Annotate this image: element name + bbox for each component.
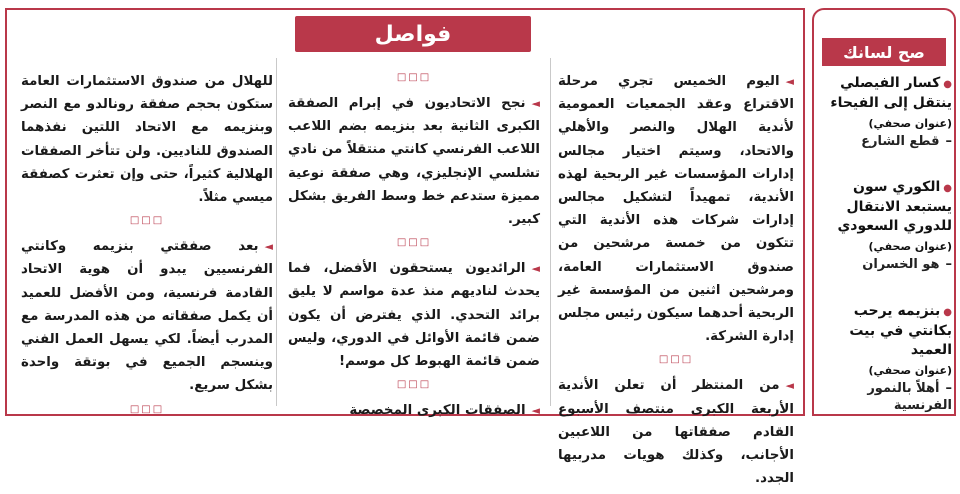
sidebar-item — [820, 302, 952, 414]
sidebar-frame — [812, 8, 956, 416]
triangle-bullet-icon: ◄ — [785, 75, 794, 88]
article-column-left — [21, 70, 273, 424]
triangle-bullet-icon: ◄ — [785, 379, 794, 393]
article-column-right — [558, 70, 794, 494]
sidebar-tag: (عنوان صحفي) — [868, 240, 952, 253]
sidebar-item — [820, 178, 952, 273]
paragraph: ◄الرائديون يستحقون الأفضل، فما يحدث لناديهم منذ عدة مواسم لا يليق برائد التحدي. الذي يفترض أن يكون ضمن قائمة الأوائل في الدوري، وليس ضمن قائمة الهبوط كل موسم! — [288, 261, 540, 370]
paragraph: ◄من المنتظر أن تعلن الأندية الأربعة الكبرى منتصف الأسبوع القادم صفقاتها من اللاعبين الأجانب، وكذلك هويات مدربيها الجدد. — [558, 378, 794, 487]
main-title-banner — [295, 16, 531, 52]
main-article-frame — [5, 8, 805, 487]
sidebar-reply: –أهلاً بالنمور الفرنسية — [867, 381, 952, 413]
separator: □□□ — [396, 72, 432, 83]
paragraph: للهلال من صندوق الاستثمارات العامة ستكون بحجم صفقة رونالدو مع النصر وبنزيمه مع الاتحاد اللتين نفذهما الصندوق للناديين. ولن تتأخر الصفقات الهلالية كثيراً، حتى وإن تعثرت كصفقة ميسي مثلاً. — [21, 74, 273, 206]
sidebar-reply: –هو الخسران — [862, 257, 952, 272]
triangle-bullet-icon: ◄ — [531, 97, 540, 110]
paragraph: ◄نجح الاتحاديون في إبرام الصفقة الكبرى الثانية بعد بنزيمه بضم اللاعب اللاعب الفرنسي كانتي منتقلاً من نادي تشلسي الإنجليزي، وهي صفقة نوعية مميزة ستدعم خط وسط الفريق بشكل كبير. — [288, 96, 540, 228]
triangle-bullet-icon: ◄ — [531, 262, 540, 276]
sidebar-headline: ●الكوري سون يستبعد الانتقال للدوري السعودي — [837, 179, 952, 234]
sidebar-headline: ●كسار الفيصلي ينتقل إلى الفيحاء — [830, 75, 952, 111]
sidebar-tag: (عنوان صحفي) — [868, 117, 952, 130]
dot-bullet-icon: ● — [943, 79, 952, 90]
triangle-bullet-icon: ◄ — [264, 240, 273, 254]
main-title: فواصل — [374, 21, 452, 47]
sidebar-headline: ●بنزيمه يرحب بكانتي في بيت العميد — [849, 303, 952, 358]
sidebar-tag: (عنوان صحفي) — [868, 364, 952, 377]
paragraph: ◄اليوم الخميس تجري مرحلة الاقتراع وعقد الجمعيات العمومية لأندية الهلال والنصر والأهلي والاتحاد، وسيتم اختيار مجالس إدارات المؤسسات غير الربحية لهذه الأندية، تمهيداً لتشكيل مجالس إدارات شركات هذه الأندية التي تتكون من خمسة مرشحين من صندوق الاستثمارات العامة، ومرشحين اثنين من المؤسسة غير الربحية أحدهما سيكون رئيس مجلس إدارة الشركة. — [558, 74, 794, 345]
separator: □□□ — [129, 403, 165, 415]
separator: □□□ — [129, 215, 165, 227]
sidebar-reply: –قطع الشارع — [861, 134, 952, 149]
separator: □□□ — [658, 354, 694, 366]
paragraph: ◄الصفقات الكبرى المخصصة — [349, 403, 540, 419]
separator: □□□ — [396, 379, 432, 391]
dot-bullet-icon: ● — [943, 183, 952, 194]
article-column-middle — [288, 72, 540, 426]
sidebar-title: صح لسانك — [822, 38, 946, 66]
paragraph: ◄بعد صفقتي بنزيمه وكانتي الفرنسيين يبدو أن هوية الاتحاد القادمة فرنسية، ومن الأفضل للعميد أن يكمل صفقاته من هذه المدرسة مع المدرب أيضاً. لكي يسهل العمل الفني وينسجم الجميع في بوتقة واحدة بشكل سريع. — [21, 239, 273, 394]
sidebar-item — [820, 74, 952, 150]
column-divider — [550, 58, 551, 406]
triangle-bullet-icon: ◄ — [531, 404, 540, 418]
dot-bullet-icon: ● — [943, 307, 952, 318]
separator: □□□ — [396, 237, 432, 249]
column-divider — [276, 58, 277, 406]
